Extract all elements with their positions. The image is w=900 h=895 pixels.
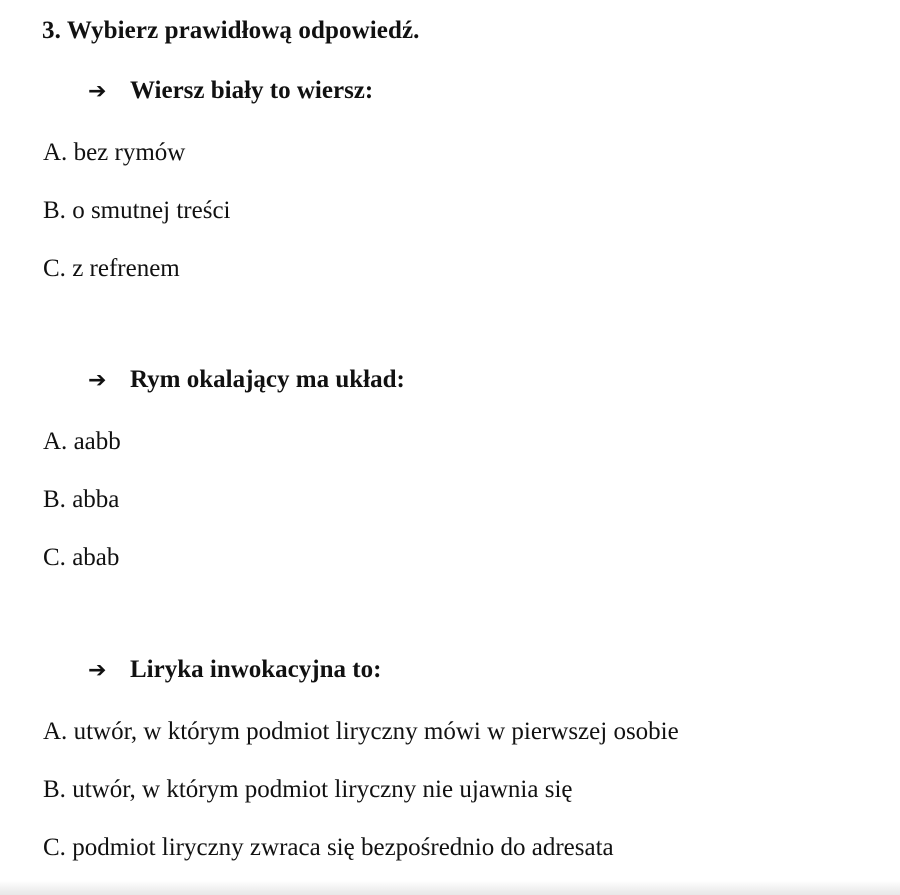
answer-option-letter: C.: [43, 255, 66, 282]
arrow-right-icon: ➔: [88, 658, 107, 683]
page-title: 3. Wybierz prawidłową odpowiedź.: [42, 17, 420, 44]
answer-option-letter: C.: [43, 834, 66, 861]
answer-option-text: o smutnej treści: [72, 197, 231, 224]
arrow-right-icon: ➔: [88, 368, 107, 393]
answer-option-c[interactable]: [43, 254, 180, 283]
answer-option-a[interactable]: [43, 427, 121, 456]
answer-option-b[interactable]: [43, 775, 572, 804]
answer-option-c[interactable]: [43, 543, 119, 572]
question-prompt-1: [88, 76, 900, 107]
answer-option-text: utwór, w którym podmiot liryczny mówi w pierwszej osobie: [73, 718, 679, 745]
answer-option-letter: B.: [43, 486, 66, 513]
answer-option-text: abab: [72, 544, 120, 571]
answer-option-text: aabb: [73, 428, 121, 455]
answer-option-b[interactable]: [43, 196, 231, 225]
question-prompt-text: Wiersz biały to wiersz:: [130, 77, 374, 104]
page-edge-shadow: [0, 881, 900, 895]
answer-option-letter: A.: [43, 428, 68, 455]
answer-option-text: z refrenem: [72, 255, 180, 282]
answer-option-text: bez rymów: [73, 139, 186, 166]
answer-option-a[interactable]: [43, 717, 679, 746]
answer-option-letter: C.: [43, 544, 66, 571]
question-prompt-2: [88, 365, 900, 396]
answer-option-letter: B.: [43, 197, 66, 224]
question-block-2: [0, 365, 900, 571]
answer-option-text: utwór, w którym podmiot liryczny nie ujawnia się: [72, 776, 573, 803]
question-prompt-text: Rym okalający ma układ:: [130, 366, 405, 393]
answer-option-b[interactable]: [43, 485, 119, 514]
question-block-3: [0, 655, 900, 861]
question-prompt-text: Liryka inwokacyjna to:: [130, 656, 382, 683]
answer-option-text: abba: [72, 486, 120, 513]
arrow-right-icon: ➔: [88, 79, 107, 104]
answer-option-a[interactable]: [43, 138, 185, 167]
answer-option-letter: A.: [43, 718, 68, 745]
answer-option-c[interactable]: [43, 833, 614, 862]
question-prompt-3: [88, 655, 900, 686]
answer-option-letter: A.: [43, 139, 68, 166]
question-block-1: [0, 76, 900, 282]
answer-option-letter: B.: [43, 776, 66, 803]
answer-option-text: podmiot liryczny zwraca się bezpośrednio do adresata: [72, 834, 614, 861]
